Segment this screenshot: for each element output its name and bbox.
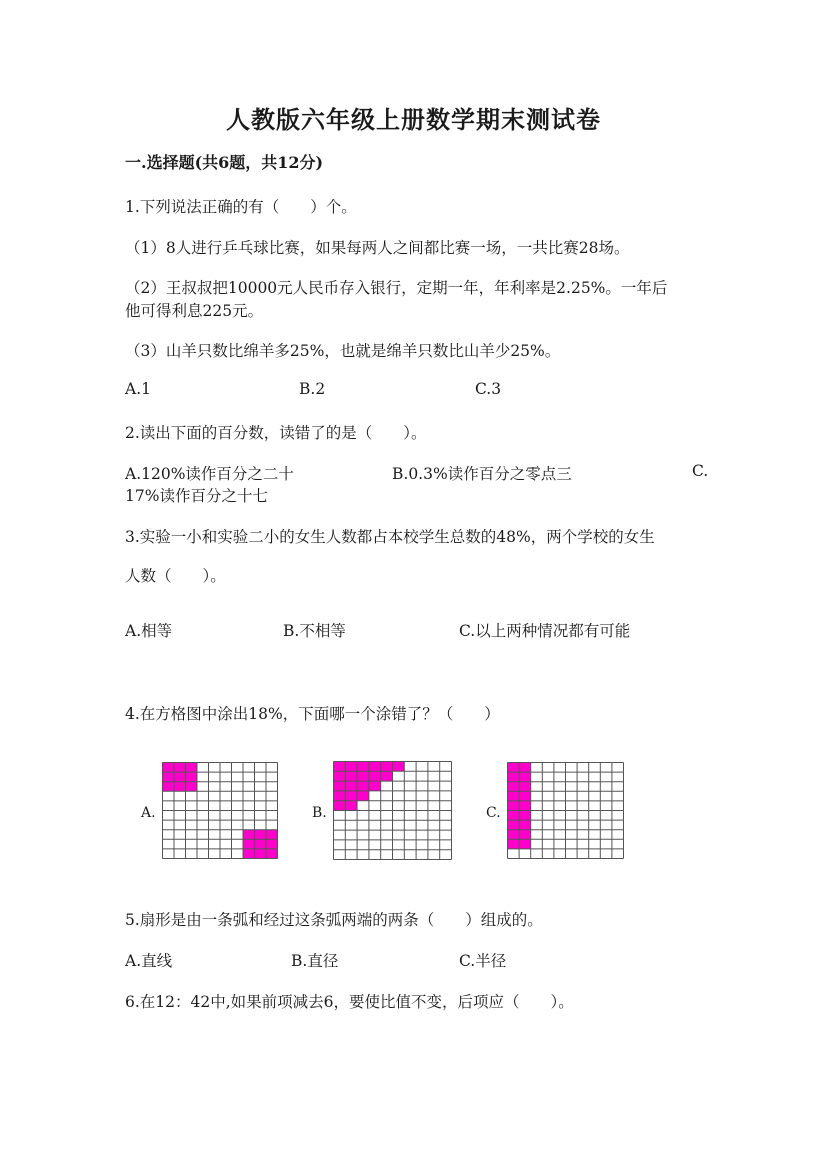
shaded-cell <box>508 801 520 811</box>
shaded-cell <box>266 830 278 840</box>
question-1-statement-2b: 他可得利息225元。 <box>125 302 264 320</box>
shaded-cell <box>519 839 531 849</box>
shaded-cell <box>519 772 531 782</box>
figure-c-label: C. <box>486 805 501 821</box>
shaded-cell <box>334 801 346 811</box>
shaded-cell <box>334 771 346 781</box>
shaded-cell <box>345 762 357 772</box>
question-6-stem: 6.在12：42中,如果前项减去6，要使比值不变，后项应（ ）。 <box>125 993 574 1011</box>
shaded-cell <box>174 772 186 782</box>
question-1-option-a: A.1 <box>125 380 151 398</box>
question-3-stem-a: 3.实验一小和实验二小的女生人数都占本校学生总数的48%，两个学校的女生 <box>125 528 655 546</box>
grid-figure-a <box>162 762 278 859</box>
shaded-cell <box>345 791 357 801</box>
grid-figure-c <box>507 762 624 859</box>
shaded-cell <box>243 830 255 840</box>
shaded-cell <box>266 849 278 859</box>
question-3-option-a: A.相等 <box>125 622 173 640</box>
shaded-cell <box>357 771 369 781</box>
shaded-cell <box>508 772 520 782</box>
shaded-cell <box>255 849 267 859</box>
section-heading: 一.选择题(共6题，共12分) <box>125 153 324 172</box>
shaded-cell <box>519 801 531 811</box>
shaded-cell <box>345 771 357 781</box>
question-2-option-c-continued: 17%读作百分之十七 <box>125 487 268 505</box>
shaded-cell <box>519 791 531 801</box>
question-2-option-a: A.120%读作百分之二十 <box>125 465 294 483</box>
shaded-cell <box>369 771 381 781</box>
shaded-cell <box>255 830 267 840</box>
shaded-cell <box>357 791 369 801</box>
grid-figure-b <box>333 761 452 860</box>
question-1-option-c: C.3 <box>475 380 502 398</box>
shaded-cell <box>508 782 520 792</box>
shaded-cell <box>369 762 381 772</box>
question-5-option-b: B.直径 <box>291 952 339 970</box>
shaded-cell <box>381 771 393 781</box>
question-2-stem: 2.读出下面的百分数，读错了的是（ ）。 <box>125 424 427 442</box>
question-2-option-b: B.0.3%读作百分之零点三 <box>392 465 572 483</box>
shaded-cell <box>345 781 357 791</box>
shaded-cell <box>186 763 198 773</box>
shaded-cell <box>163 772 175 782</box>
question-5-option-c: C.半径 <box>459 952 507 970</box>
question-3-option-c: C.以上两种情况都有可能 <box>459 622 631 640</box>
shaded-cell <box>519 811 531 821</box>
shaded-cell <box>519 782 531 792</box>
shaded-cell <box>519 820 531 830</box>
question-1-stem: 1.下列说法正确的有（ ）个。 <box>125 198 357 216</box>
shaded-cell <box>369 781 381 791</box>
shaded-cell <box>345 801 357 811</box>
figure-b-label: B. <box>312 805 327 821</box>
question-1-statement-2a: （2）王叔叔把10000元人民币存入银行，定期一年，年利率是2.25%。一年后 <box>125 279 668 297</box>
shaded-cell <box>357 762 369 772</box>
question-2-option-c: C. <box>692 462 709 480</box>
question-5-stem: 5.扇形是由一条弧和经过这条弧两端的两条（ ）组成的。 <box>125 911 543 929</box>
shaded-cell <box>243 849 255 859</box>
question-3-option-b: B.不相等 <box>283 622 346 640</box>
page-title: 人教版六年级上册数学期末测试卷 <box>226 105 601 134</box>
shaded-cell <box>186 772 198 782</box>
shaded-cell <box>334 791 346 801</box>
question-4-stem: 4.在方格图中涂出18%，下面哪一个涂错了？（ ） <box>125 705 500 723</box>
shaded-cell <box>255 839 267 849</box>
shaded-cell <box>163 782 175 792</box>
shaded-cell <box>266 839 278 849</box>
question-3-stem-b: 人数（ ）。 <box>125 567 226 585</box>
shaded-cell <box>357 781 369 791</box>
shaded-cell <box>519 830 531 840</box>
shaded-cell <box>174 763 186 773</box>
question-5-option-a: A.直线 <box>125 952 173 970</box>
shaded-cell <box>508 839 520 849</box>
shaded-cell <box>186 782 198 792</box>
question-1-statement-3: （3）山羊只数比绵羊多25%，也就是绵羊只数比山羊少25%。 <box>125 342 561 360</box>
shaded-cell <box>508 830 520 840</box>
shaded-cell <box>508 763 520 773</box>
shaded-cell <box>381 762 393 772</box>
shaded-cell <box>508 811 520 821</box>
shaded-cell <box>243 839 255 849</box>
shaded-cell <box>174 782 186 792</box>
question-1-option-b: B.2 <box>299 380 326 398</box>
shaded-cell <box>508 791 520 801</box>
shaded-cell <box>334 781 346 791</box>
figure-a-label: A. <box>141 805 156 821</box>
shaded-cell <box>519 763 531 773</box>
shaded-cell <box>163 763 175 773</box>
shaded-cell <box>334 762 346 772</box>
shaded-cell <box>508 820 520 830</box>
shaded-cell <box>393 762 405 772</box>
question-1-statement-1: （1）8人进行乒乓球比赛，如果每两人之间都比赛一场，一共比赛28场。 <box>125 239 630 257</box>
